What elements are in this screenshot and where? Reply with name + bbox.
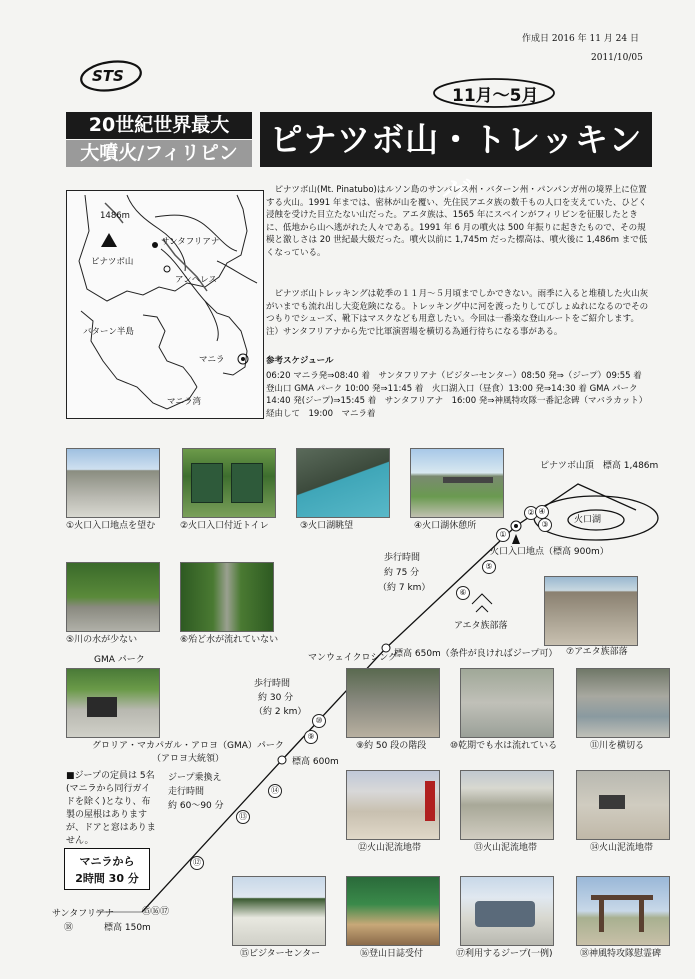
jeep-transfer-label: ジープ乗換え [168,773,222,783]
photo-river-crossing [576,668,670,738]
season-badge: 11月～5月 [430,76,558,110]
caption-7: ⑦アエタ族部落 [566,647,628,657]
photo-visitor-center [232,876,326,946]
photo-crater-lake [296,448,390,518]
map-santa-label: サンタフリアナ [161,237,220,247]
elevation-650-label: 標高 650m（条件が良ければジープ可） [394,649,558,659]
photo-flowing-water [460,668,554,738]
caption-5: ⑤川の水が少ない [66,635,138,645]
walk-time-2-label: 歩行時間 [254,679,291,689]
caption-17: ⑰利用するジープ(一例) [456,949,553,959]
caption-3: ③火口湖眺望 [300,521,354,531]
map-angeles-label: アンヘレス [175,275,217,285]
photo-toilet [182,448,276,518]
crossing-label: マンウェイクロシング [308,653,398,663]
intro-paragraph-2: ピナツボ山トレッキングは乾季の１１月～５月頃までしかできない。雨季に入ると堆積した火山灰がいまでも流れ出し大変危険になる。トレッキング中に河を渡ったりしてびしょぬれになるのでそのつもりでシューズ、靴下はマスクなども用意したい。今回は一番楽な登山ルートをご紹介します。注）サンタフリアナから先で比軍演習場を横切る為通行待ちになる事がある。 [266,289,649,337]
walk-time-1-distance: （約 7 km） [378,583,431,593]
photo-jeep [460,876,554,946]
tagline-20th-century: 20世紀世界最大 [66,112,252,139]
photo-lahar-1 [346,770,440,840]
jeep-drive-label: 走行時間 [168,787,205,797]
schedule-title: 参考スケジュール [266,356,334,366]
schedule-text: 06:20 マニラ発⇒08:40 着 サンタフリアナ（ビジターセンター）08:50 発⇒（ジープ）09:55 着 登山口 GMA パーク 10:00 発⇒11:45 着 火口湖入口（昼食）13:00 発⇒14:30 着 GMA パーク 14:40 発(ジープ)⇒15:45 着 サンタフリアナ 16:00 発⇒神風特攻隊一番記念碑（マバラカット）経由して 19:00 マニラ着 [266,371,648,419]
santa-label: サンタフリアナ [52,909,114,919]
caption-16: ⑯登山日誌受付 [360,949,424,959]
map-bataan-label: バターン半島 [83,327,134,337]
photo-gma-park [66,668,160,738]
jeep-capacity-note: ■ジープの定員は 5名(マニラから同行ガイドを除く)となり、布製の屋根はありますが、ドアと窓はありません。 [66,771,156,846]
photo-rest-area [410,448,504,518]
caption-6: ⑥殆ど水が流れていない [180,635,279,645]
caption-4: ④火口湖休憩所 [414,521,477,531]
gma-park-sublabel: （アロヨ大統領） [152,754,225,764]
caption-9: ⑨約 50 段の階段 [356,741,427,751]
photo-aeta-village [544,576,638,646]
from-manila-box: マニラから 2時間 30 分 [64,848,150,890]
photo-river-low [66,562,160,632]
intro-paragraph-1: ピナツボ山(Mt. Pinatubo)はルソン島のサンバレス州・バターン州・パンパンガ州の境界上に位置する火山。1991 年までは、密林が山を覆い、先住民アエタ族の数千もの人口を支えていた、ひどく浸蝕を受けた目立たない山だった。アエタ族は、1565 年にスペインがフィリピンを征服したときに、低地から山へ逃がれた人々である。1991 年 6 月の噴火は 500 年振りに起きたもので、その規模と激しさは 20 世紀最大級だった。噴火以前に 1,745m だった標高は、噴火後に 1,486m まで低くなっている。 [266,185,648,258]
gma-park-heading: GMA パーク [94,655,145,665]
walk-time-1-label: 歩行時間 [384,553,421,563]
photo-lahar-3 [576,770,670,840]
photo-crater-entry-view [66,448,160,518]
summit-label: ピナツボ山頂 標高 1,486m [540,461,659,471]
caption-1: ①火口入口地点を望む [66,521,156,531]
created-date: 作成日 2016 年 11 月 24 日 [522,34,639,44]
elevation-150-label: 標高 150m [104,923,151,933]
photo-lahar-2 [460,770,554,840]
gma-park-label: グロリア・マカパガル・アロヨ（GMA）パーク [92,741,284,751]
caption-10: ⑩乾期でも水は流れている [450,741,558,751]
caption-18: ⑱神風特攻隊慰霊碑 [580,949,662,959]
map-pinatubo-label: ピナツボ山 [91,257,134,267]
map-manila-label: マニラ [199,355,225,365]
page-title: ピナツボ山・トレッキング [260,112,652,167]
santa-number-18: ⑱ [64,923,74,933]
walk-time-2-distance: （約 2 km） [254,707,307,717]
caption-14: ⑭火山泥流地帯 [590,843,654,853]
tagline-eruption: 大噴火/フィリピン [66,140,252,167]
santa-stop-numbers: ⑮⑯⑰ [142,907,170,917]
photo-dry-river [180,562,274,632]
caption-15: ⑮ビジターセンター [240,949,321,959]
crater-lake-label: 火口湖 [574,515,602,525]
caption-13: ⑬火山泥流地帯 [474,843,538,853]
sts-logo: STS [78,58,144,94]
crater-entry-label: 火口入口地点（標高 900m） [490,547,609,557]
map-manila-bay-label: マニラ湾 [167,397,202,407]
jeep-drive-duration: 約 60～90 分 [168,801,224,811]
walk-time-1-duration: 約 75 分 [384,568,420,578]
photo-registration [346,876,440,946]
photo-stairs [346,668,440,738]
aeta-village-label: アエタ族部落 [454,621,508,631]
caption-11: ⑪川を横切る [590,741,645,751]
elevation-600-label: 標高 600m [292,757,339,767]
walk-time-2-duration: 約 30 分 [258,693,294,703]
map-elevation: 1486m [100,211,130,221]
revision-date: 2011/10/05 [591,53,643,63]
caption-12: ⑫火山泥流地帯 [358,843,422,853]
caption-2: ②火口入口付近トイレ [180,521,269,531]
photo-kamikaze-memorial [576,876,670,946]
